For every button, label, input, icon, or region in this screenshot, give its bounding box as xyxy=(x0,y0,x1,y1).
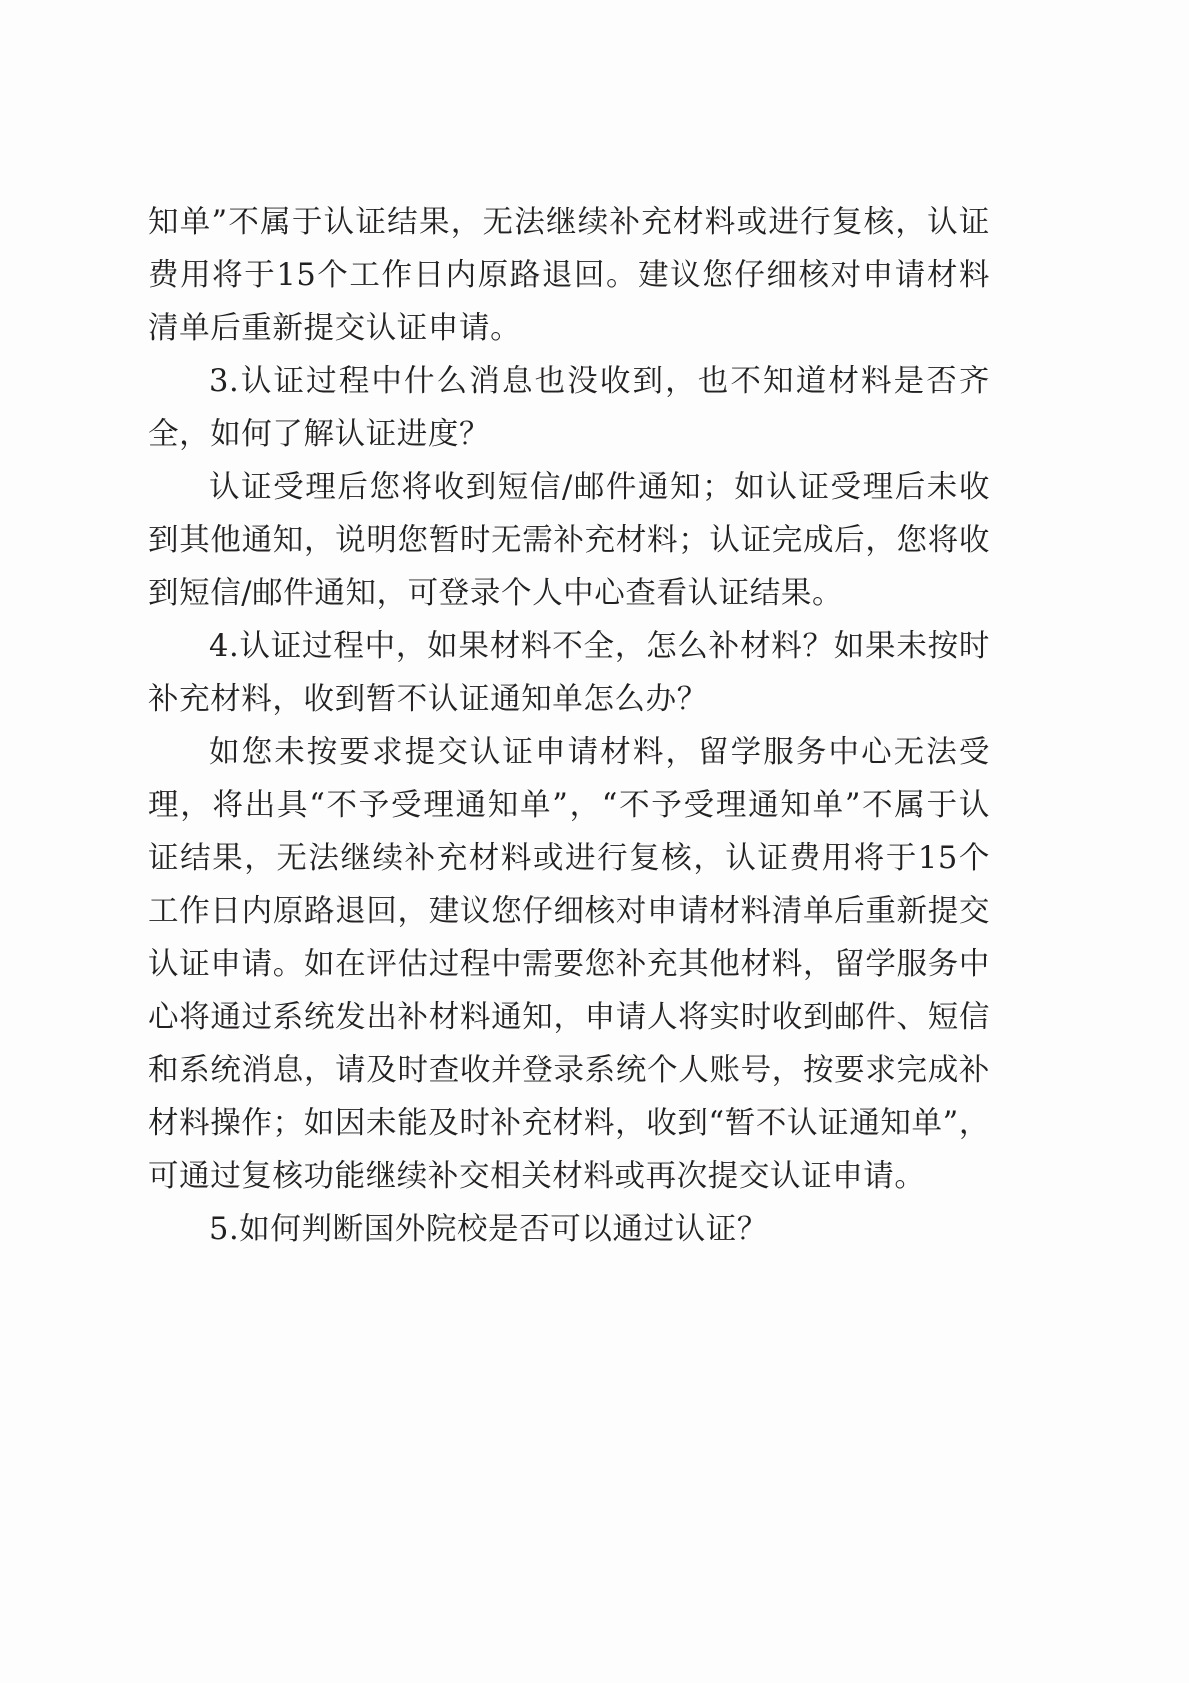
document-text-column xyxy=(148,196,990,1256)
paragraph-question-3: 3.认证过程中什么消息也没收到，也不知道材料是否齐全，如何了解认证进度？ xyxy=(148,364,990,452)
paragraph-question-5: 5.如何判断国外院校是否可以通过认证？ xyxy=(209,1212,768,1247)
paragraph-question-4: 4.认证过程中，如果材料不全，怎么补材料？如果未按时补充材料，收到暂不认证通知单怎么办？ xyxy=(148,629,990,717)
paragraph-answer-3: 认证受理后您将收到短信/邮件通知；如认证受理后未收到其他通知，说明您暂时无需补充材料；认证完成后，您将收到短信/邮件通知，可登录个人中心查看认证结果。 xyxy=(148,470,990,611)
paragraph-continuation: 知单”不属于认证结果，无法继续补充材料或进行复核，认证费用将于15个工作日内原路退回。建议您仔细核对申请材料清单后重新提交认证申请。 xyxy=(148,205,990,346)
paragraph-answer-4: 如您未按要求提交认证申请材料，留学服务中心无法受理，将出具“不予受理通知单”，“不予受理通知单”不属于认证结果，无法继续补充材料或进行复核，认证费用将于15个工作日内原路退回，建议您仔细核对申请材料清单后重新提交认证申请。如在评估过程中需要您补充其他材料，留学服务中心将通过系统发出补材料通知，申请人将实时收到邮件、短信和系统消息，请及时查收并登录系统个人账号，按要求完成补材料操作；如因未能及时补充材料，收到“暂不认证通知单”，可通过复核功能继续补交相关材料或再次提交认证申请。 xyxy=(148,735,990,1194)
